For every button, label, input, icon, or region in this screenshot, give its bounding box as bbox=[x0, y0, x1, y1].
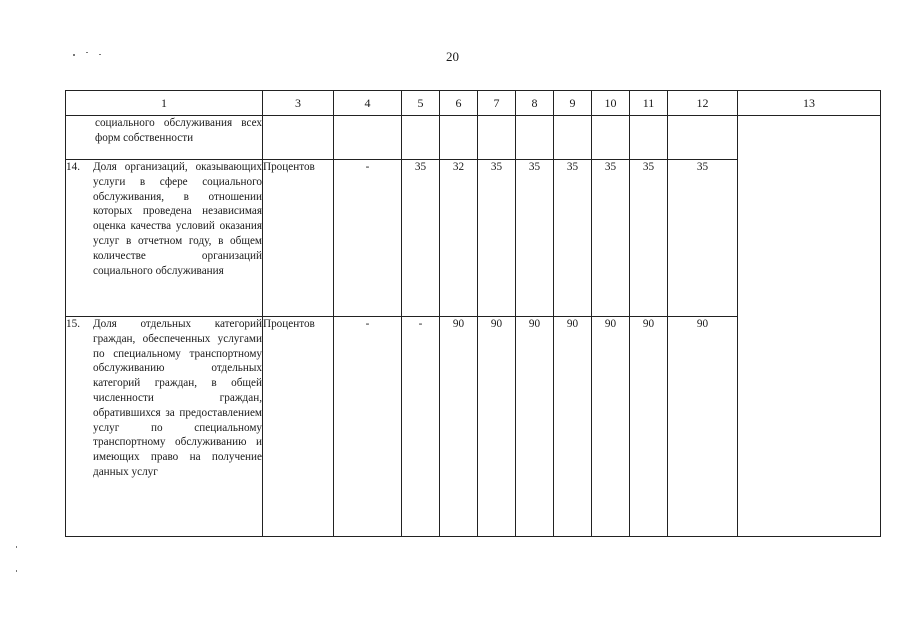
value-cell: 90 bbox=[478, 317, 516, 537]
indicator-description: Доля отдельных категорий граждан, обеспеченных услугами по специальному транспортному обслуживанию отдельных категорий граждан, в общей численности граждан, обратившихся за предоставлением услуг по специальному транспортному обслуживанию и имеющих право на получение данных услуг bbox=[93, 318, 262, 478]
column-header: 1 bbox=[66, 91, 263, 116]
value-cell: 90 bbox=[554, 317, 592, 537]
value-cell: 90 bbox=[668, 317, 738, 537]
value-cell: - bbox=[334, 160, 402, 317]
indicator-name-cell bbox=[66, 160, 263, 317]
value-cell bbox=[334, 116, 402, 160]
indicator-name-cell bbox=[66, 116, 263, 160]
column-header: 11 bbox=[630, 91, 668, 116]
indicator-description: социального обслуживания всех форм собственности bbox=[95, 117, 262, 144]
column-header: 6 bbox=[440, 91, 478, 116]
scan-artifact bbox=[86, 52, 88, 53]
value-cell: 90 bbox=[440, 317, 478, 537]
indicator-description: Доля организаций, оказывающих услуги в сфере социального обслуживания, в отношении которых проведена независимая оценка качества условий оказания услуг в отчетном году, в общем количестве организаций социального обслуживания bbox=[93, 161, 262, 277]
column-header: 5 bbox=[402, 91, 440, 116]
value-cell bbox=[516, 116, 554, 160]
value-cell: 35 bbox=[478, 160, 516, 317]
value-cell: - bbox=[334, 317, 402, 537]
value-cell: 35 bbox=[516, 160, 554, 317]
unit-cell: Процентов bbox=[263, 160, 334, 317]
table-header-row bbox=[66, 91, 881, 116]
value-cell: 35 bbox=[668, 160, 738, 317]
value-cell: 90 bbox=[516, 317, 554, 537]
row-number: 15. bbox=[66, 318, 80, 330]
unit-cell: Процентов bbox=[263, 317, 334, 537]
value-cell: 35 bbox=[592, 160, 630, 317]
column-header: 3 bbox=[263, 91, 334, 116]
column-header: 10 bbox=[592, 91, 630, 116]
scan-artifact bbox=[73, 54, 75, 56]
value-cell: 35 bbox=[402, 160, 440, 317]
column-header: 4 bbox=[334, 91, 402, 116]
value-cell: - bbox=[402, 317, 440, 537]
indicator-name-cell bbox=[66, 317, 263, 537]
scan-artifact bbox=[16, 570, 17, 572]
value-cell bbox=[630, 116, 668, 160]
unit-cell bbox=[263, 116, 334, 160]
value-cell bbox=[478, 116, 516, 160]
value-cell bbox=[440, 116, 478, 160]
value-cell: 35 bbox=[554, 160, 592, 317]
row-number: 14. bbox=[66, 161, 80, 173]
column-13-cell bbox=[738, 116, 881, 537]
indicator-table-container bbox=[65, 90, 880, 537]
scan-artifact bbox=[16, 546, 17, 548]
value-cell bbox=[402, 116, 440, 160]
value-cell: 90 bbox=[630, 317, 668, 537]
value-cell bbox=[668, 116, 738, 160]
column-header: 13 bbox=[738, 91, 881, 116]
scan-artifact bbox=[99, 54, 101, 55]
column-header: 12 bbox=[668, 91, 738, 116]
value-cell bbox=[554, 116, 592, 160]
indicator-table bbox=[65, 90, 881, 537]
value-cell: 35 bbox=[630, 160, 668, 317]
table-row bbox=[66, 116, 881, 160]
column-header: 8 bbox=[516, 91, 554, 116]
column-header: 9 bbox=[554, 91, 592, 116]
page-number: 20 bbox=[446, 49, 459, 64]
value-cell: 90 bbox=[592, 317, 630, 537]
column-header: 7 bbox=[478, 91, 516, 116]
value-cell: 32 bbox=[440, 160, 478, 317]
value-cell bbox=[592, 116, 630, 160]
